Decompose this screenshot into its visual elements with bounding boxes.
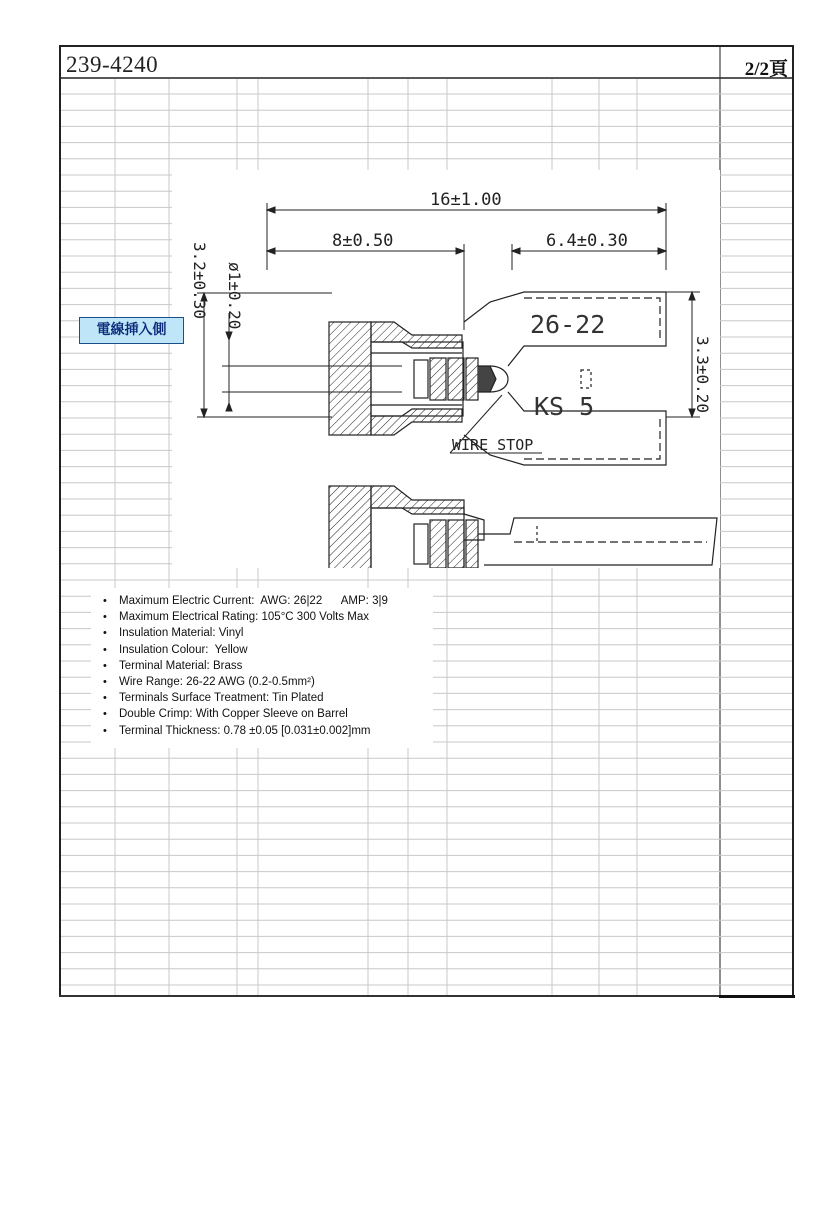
spec-list: [103, 593, 388, 739]
sheet-bottom-border: [59, 995, 719, 997]
terminal-drawing: [172, 170, 720, 568]
page-indicator: 2/2頁: [744, 59, 788, 80]
wire-stop-label: WIRE STOP: [452, 436, 534, 454]
dim-overall-text: 16±1.00: [430, 190, 502, 210]
spec-item-rating: • Maximum Electrical Rating: 105°C 300 Volts Max: [103, 609, 388, 625]
marking-code: KS 5: [534, 392, 595, 421]
spec-sheet: [59, 45, 794, 997]
spec-item-insulation-colour: • Insulation Colour: Yellow: [103, 642, 388, 658]
dim-tab-text: 6.4±0.30: [546, 231, 628, 251]
dim-barrel-text: 8±0.50: [332, 231, 394, 251]
wire-insertion-side-label: 電線挿入側: [79, 317, 184, 344]
dim-tab-width-text: 3.3±0.20: [693, 336, 712, 414]
dimension-barrel-length: [267, 244, 464, 330]
spec-item-wire-range: • Wire Range: 26-22 AWG (0.2-0.5mm²): [103, 674, 388, 690]
spec-item-insulation-material: • Insulation Material: Vinyl: [103, 625, 388, 641]
spec-item-terminal-thickness: • Terminal Thickness: 0.78 ±0.05 [0.031±0.002]mm: [103, 723, 388, 739]
part-number: 239-4240: [66, 52, 159, 77]
specifications-panel: [91, 588, 433, 748]
spec-item-surface-treatment: • Terminals Surface Treatment: Tin Plated: [103, 690, 388, 706]
dim-inner-diameter-text: ø1±0.20: [225, 262, 244, 330]
spec-item-double-crimp: • Double Crimp: With Copper Sleeve on Barrel: [103, 706, 388, 722]
dimension-outer-diameter: [197, 293, 332, 417]
terminal-side-view: [329, 486, 717, 568]
spec-item-terminal-material: • Terminal Material: Brass: [103, 658, 388, 674]
sheet-bottom-border-right: [719, 995, 795, 998]
marking-wire-range: 26-22: [530, 310, 606, 339]
spec-item-current: • Maximum Electric Current: AWG: 26|22 AMP: 3|9: [103, 593, 388, 609]
technical-drawing-panel: [172, 170, 720, 568]
dim-outer-diameter-text: 3.2±0.30: [190, 242, 209, 320]
